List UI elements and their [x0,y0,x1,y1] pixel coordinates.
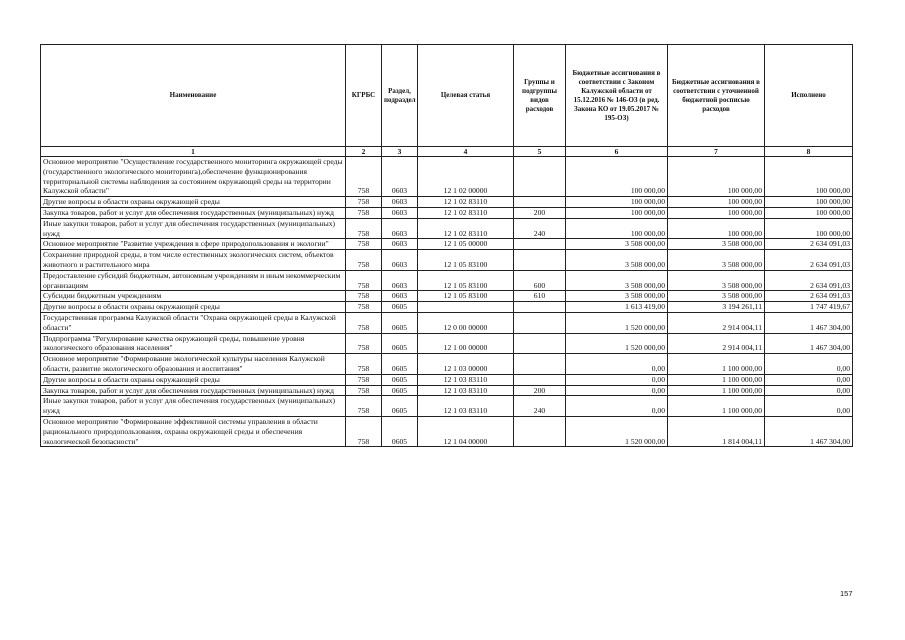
row-law-allocation-cell: 0,00 [566,374,668,385]
row-target-article-cell: 12 1 04 00000 [418,416,514,446]
row-kgrbs-cell: 758 [346,312,382,333]
row-plan-allocation-cell: 1 814 004,11 [668,416,765,446]
table-row [41,416,853,446]
row-kgrbs-cell: 758 [346,218,382,239]
row-expense-group-cell [514,250,566,271]
page-number: 157 [840,589,853,598]
row-expense-group-cell [514,302,566,313]
row-expense-group-cell: 200 [514,207,566,218]
row-law-allocation-cell: 3 508 000,00 [566,270,668,291]
column-number: 3 [382,147,418,157]
row-kgrbs-cell: 758 [346,291,382,302]
row-target-article-cell: 12 1 02 83110 [418,207,514,218]
table-row [41,270,853,291]
row-executed-cell: 100 000,00 [765,207,853,218]
row-section-cell: 0605 [382,416,418,446]
row-kgrbs-cell: 758 [346,197,382,208]
row-section-cell: 0605 [382,333,418,354]
row-law-allocation-cell: 3 508 000,00 [566,239,668,250]
row-name-cell: Основное мероприятие "Развитие учреждения в сфере природопользования и экологии" [41,239,346,250]
header-plan-allocations: Бюджетные ассигнования в соответствии с уточненной бюджетной росписью расходов [668,45,765,147]
row-executed-cell: 2 634 091,03 [765,270,853,291]
row-name-cell: Закупка товаров, работ и услуг для обеспечения государственных (муниципальных) нужд [41,385,346,396]
row-expense-group-cell [514,197,566,208]
table-row [41,354,853,375]
row-executed-cell: 1 467 304,00 [765,312,853,333]
row-section-cell: 0603 [382,250,418,271]
row-target-article-cell [418,302,514,313]
table-row [41,374,853,385]
column-number-row [41,147,853,157]
row-expense-group-cell: 240 [514,396,566,417]
row-expense-group-cell: 600 [514,270,566,291]
column-number: 7 [668,147,765,157]
row-plan-allocation-cell: 3 508 000,00 [668,239,765,250]
row-law-allocation-cell: 100 000,00 [566,218,668,239]
row-plan-allocation-cell: 100 000,00 [668,207,765,218]
row-executed-cell: 2 634 091,03 [765,239,853,250]
row-plan-allocation-cell: 100 000,00 [668,197,765,208]
row-name-cell: Закупка товаров, работ и услуг для обеспечения государственных (муниципальных) нужд [41,207,346,218]
row-expense-group-cell [514,333,566,354]
row-law-allocation-cell: 100 000,00 [566,157,668,197]
row-law-allocation-cell: 1 520 000,00 [566,312,668,333]
column-number: 2 [346,147,382,157]
row-executed-cell: 0,00 [765,385,853,396]
row-expense-group-cell [514,312,566,333]
table-row [41,385,853,396]
table-row [41,302,853,313]
row-kgrbs-cell: 758 [346,250,382,271]
row-section-cell: 0603 [382,218,418,239]
row-target-article-cell: 12 1 03 83110 [418,374,514,385]
table-body [41,157,853,447]
row-section-cell: 0603 [382,239,418,250]
row-target-article-cell: 12 1 02 83110 [418,197,514,208]
row-executed-cell: 100 000,00 [765,218,853,239]
row-name-cell: Подпрограмма "Регулирование качества окружающей среды, повышение уровня экологического образования населения" [41,333,346,354]
row-plan-allocation-cell: 3 508 000,00 [668,291,765,302]
row-kgrbs-cell: 758 [346,270,382,291]
row-target-article-cell: 12 1 05 83100 [418,250,514,271]
row-executed-cell: 1 467 304,00 [765,416,853,446]
row-expense-group-cell [514,374,566,385]
row-expense-group-cell [514,354,566,375]
row-law-allocation-cell: 3 508 000,00 [566,250,668,271]
row-target-article-cell: 12 1 03 83110 [418,396,514,417]
row-expense-group-cell: 240 [514,218,566,239]
row-name-cell: Другие вопросы в области охраны окружающей среды [41,197,346,208]
row-expense-group-cell [514,157,566,197]
row-section-cell: 0605 [382,374,418,385]
header-name: Наименование [41,45,346,147]
row-executed-cell: 100 000,00 [765,197,853,208]
row-section-cell: 0603 [382,270,418,291]
row-kgrbs-cell: 758 [346,374,382,385]
row-kgrbs-cell: 758 [346,385,382,396]
row-kgrbs-cell: 758 [346,354,382,375]
row-section-cell: 0603 [382,157,418,197]
row-name-cell: Основное мероприятие "Осуществление государственного мониторинга окружающей среды (государственного экологического мониторинга),обеспечение функционирования территориальной системы наблюдения за состоянием окружающей среды на территории Калужской области" [41,157,346,197]
row-section-cell: 0605 [382,385,418,396]
row-executed-cell: 2 634 091,03 [765,250,853,271]
row-law-allocation-cell: 1 520 000,00 [566,333,668,354]
row-executed-cell: 1 747 419,67 [765,302,853,313]
table-row [41,291,853,302]
table-row [41,239,853,250]
row-target-article-cell: 12 1 02 00000 [418,157,514,197]
row-plan-allocation-cell: 2 914 004,11 [668,312,765,333]
row-expense-group-cell: 610 [514,291,566,302]
row-law-allocation-cell: 3 508 000,00 [566,291,668,302]
row-executed-cell: 100 000,00 [765,157,853,197]
row-name-cell: Сохранение природной среды, в том числе естественных экологических систем, объектов животного и растительного мира [41,250,346,271]
column-number: 1 [41,147,346,157]
row-expense-group-cell [514,416,566,446]
table-row [41,157,853,197]
row-plan-allocation-cell: 3 194 261,11 [668,302,765,313]
header-row [41,45,853,147]
table-row [41,207,853,218]
row-name-cell: Другие вопросы в области охраны окружающей среды [41,374,346,385]
table-row [41,218,853,239]
row-plan-allocation-cell: 100 000,00 [668,157,765,197]
row-plan-allocation-cell: 3 508 000,00 [668,250,765,271]
row-law-allocation-cell: 0,00 [566,385,668,396]
row-law-allocation-cell: 0,00 [566,354,668,375]
row-section-cell: 0605 [382,312,418,333]
column-number: 6 [566,147,668,157]
header-target-article: Целевая статья [418,45,514,147]
row-executed-cell: 0,00 [765,374,853,385]
row-law-allocation-cell: 0,00 [566,396,668,417]
table-row [41,197,853,208]
row-target-article-cell: 12 1 00 00000 [418,333,514,354]
row-section-cell: 0603 [382,197,418,208]
header-section: Раздел, подраздел [382,45,418,147]
row-name-cell: Основное мероприятие "Формирование эффективной системы управления в области рационального природопользования, охраны окружающей среды и обеспечения экологической безопасности" [41,416,346,446]
row-kgrbs-cell: 758 [346,333,382,354]
row-law-allocation-cell: 1 613 419,00 [566,302,668,313]
row-plan-allocation-cell: 1 100 000,00 [668,396,765,417]
row-name-cell: Иные закупки товаров, работ и услуг для обеспечения государственных (муниципальных) нужд [41,218,346,239]
budget-table [40,44,853,447]
row-name-cell: Субсидии бюджетным учреждениям [41,291,346,302]
row-section-cell: 0605 [382,396,418,417]
row-target-article-cell: 12 1 03 00000 [418,354,514,375]
row-plan-allocation-cell: 2 914 004,11 [668,333,765,354]
column-number: 5 [514,147,566,157]
header-executed: Исполнено [765,45,853,147]
row-plan-allocation-cell: 1 100 000,00 [668,385,765,396]
row-name-cell: Иные закупки товаров, работ и услуг для обеспечения государственных (муниципальных) нужд [41,396,346,417]
row-expense-group-cell: 200 [514,385,566,396]
row-name-cell: Основное мероприятие "Формирование экологической культуры населения Калужской области, развитие экологического образования и воспитания" [41,354,346,375]
header-kgrbs: КГРБС [346,45,382,147]
row-kgrbs-cell: 758 [346,157,382,197]
row-target-article-cell: 12 1 05 83100 [418,270,514,291]
row-executed-cell: 0,00 [765,396,853,417]
row-plan-allocation-cell: 1 100 000,00 [668,354,765,375]
row-executed-cell: 0,00 [765,354,853,375]
row-section-cell: 0603 [382,207,418,218]
table-row [41,250,853,271]
column-number: 8 [765,147,853,157]
table-row [41,396,853,417]
row-target-article-cell: 12 1 03 83110 [418,385,514,396]
table-row [41,333,853,354]
row-executed-cell: 1 467 304,00 [765,333,853,354]
row-section-cell: 0605 [382,354,418,375]
row-kgrbs-cell: 758 [346,396,382,417]
row-name-cell: Предоставление субсидий бюджетным, автономным учреждениям и иным некоммерческим организациям [41,270,346,291]
row-name-cell: Государственная программа Калужской области "Охрана окружающей среды в Калужской области" [41,312,346,333]
row-plan-allocation-cell: 100 000,00 [668,218,765,239]
row-kgrbs-cell: 758 [346,416,382,446]
row-target-article-cell: 12 1 05 00000 [418,239,514,250]
header-expense-group: Группы и подгруппы видов расходов [514,45,566,147]
row-expense-group-cell [514,239,566,250]
row-law-allocation-cell: 100 000,00 [566,197,668,208]
row-section-cell: 0605 [382,302,418,313]
row-target-article-cell: 12 1 02 83110 [418,218,514,239]
row-section-cell: 0603 [382,291,418,302]
row-name-cell: Другие вопросы в области охраны окружающей среды [41,302,346,313]
row-plan-allocation-cell: 1 100 000,00 [668,374,765,385]
row-target-article-cell: 12 1 05 83100 [418,291,514,302]
row-kgrbs-cell: 758 [346,207,382,218]
row-kgrbs-cell: 758 [346,239,382,250]
row-law-allocation-cell: 100 000,00 [566,207,668,218]
row-plan-allocation-cell: 3 508 000,00 [668,270,765,291]
row-kgrbs-cell: 758 [346,302,382,313]
table-row [41,312,853,333]
header-law-allocations: Бюджетные ассигнования в соответствии с Законом Калужской области от 15.12.2016 № 146-ОЗ (в ред. Закона КО от 19.05.2017 № 195-ОЗ) [566,45,668,147]
row-law-allocation-cell: 1 520 000,00 [566,416,668,446]
row-executed-cell: 2 634 091,03 [765,291,853,302]
column-number: 4 [418,147,514,157]
row-target-article-cell: 12 0 00 00000 [418,312,514,333]
